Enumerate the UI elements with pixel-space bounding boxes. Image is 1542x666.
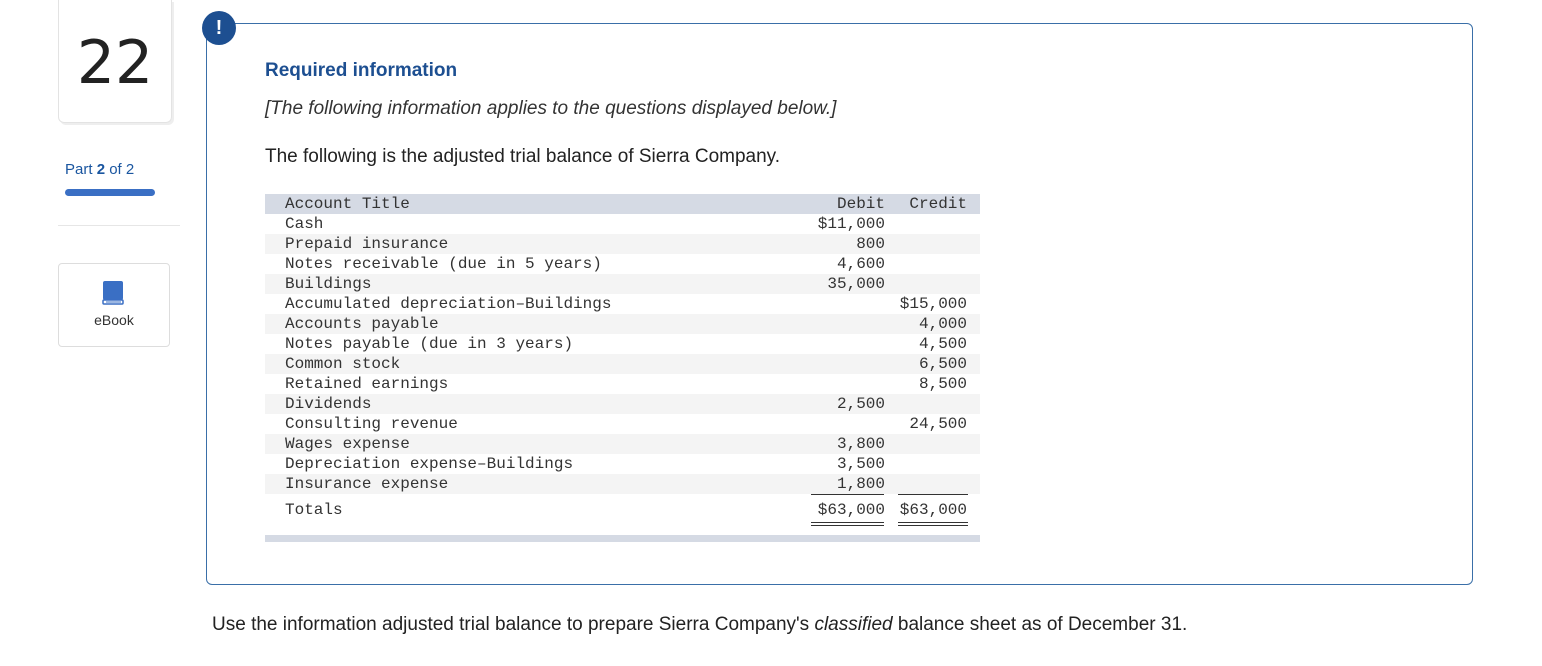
table-row <box>265 434 980 454</box>
cell-credit: 24,500 <box>909 415 967 433</box>
cell-account: Depreciation expense–Buildings <box>285 455 574 473</box>
question-text-after: balance sheet as of December 31. <box>892 614 1188 635</box>
question-number-card <box>58 0 172 123</box>
table-bottom-bar <box>265 535 980 542</box>
cell-account: Retained earnings <box>285 375 449 393</box>
ebook-label: eBook <box>94 312 134 328</box>
header-credit: Credit <box>909 195 967 213</box>
cell-account: Buildings <box>285 275 372 293</box>
question-emphasis: classified <box>814 614 893 635</box>
table-row <box>265 234 980 254</box>
table-row <box>265 354 980 374</box>
totals-debit: $63,000 <box>817 501 885 519</box>
question-prompt <box>212 614 1187 636</box>
part-current: 2 <box>96 161 106 178</box>
part-total: 2 <box>125 161 135 178</box>
part-of: of <box>109 161 122 178</box>
cell-debit: 4,600 <box>836 255 885 273</box>
cell-debit: 35,000 <box>827 275 885 293</box>
alert-icon: ! <box>202 11 236 45</box>
header-account: Account Title <box>285 195 410 213</box>
cell-account: Prepaid insurance <box>285 235 449 253</box>
trial-balance-table <box>265 194 980 523</box>
credit-double-underline-2 <box>898 525 968 526</box>
part-indicator <box>65 161 134 178</box>
credit-underline <box>898 494 968 495</box>
cell-account: Notes payable (due in 3 years) <box>285 335 574 353</box>
required-info-title: Required information <box>265 60 458 81</box>
table-row <box>265 454 980 474</box>
cell-credit: 4,500 <box>918 335 967 353</box>
totals-label: Totals <box>285 501 343 519</box>
cell-account: Accumulated depreciation–Buildings <box>285 295 612 313</box>
cell-account: Insurance expense <box>285 475 449 493</box>
cell-debit: 2,500 <box>836 395 885 413</box>
cell-account: Notes receivable (due in 5 years) <box>285 255 602 273</box>
question-number: 22 <box>76 28 154 98</box>
table-row <box>265 294 980 314</box>
trial-balance-intro: The following is the adjusted trial balance of Sierra Company. <box>265 146 781 167</box>
debit-double-underline-2 <box>811 525 884 526</box>
required-info-subtitle: [The following information applies to the questions displayed below.] <box>265 98 837 119</box>
table-header-row <box>265 194 980 214</box>
sidebar-divider <box>58 225 180 226</box>
cell-account: Dividends <box>285 395 372 413</box>
cell-account: Common stock <box>285 355 401 373</box>
table-row <box>265 274 980 294</box>
book-icon <box>102 281 124 305</box>
table-row <box>265 394 980 414</box>
credit-double-underline-1 <box>898 522 968 523</box>
cell-credit: $15,000 <box>899 295 967 313</box>
debit-underline <box>811 494 884 495</box>
ebook-button[interactable] <box>58 263 170 347</box>
debit-double-underline-1 <box>811 522 884 523</box>
totals-credit: $63,000 <box>899 501 967 519</box>
table-row <box>265 414 980 434</box>
part-progress-bar <box>65 189 155 196</box>
totals-row <box>265 497 980 523</box>
cell-debit: 3,800 <box>836 435 885 453</box>
header-debit: Debit <box>836 195 885 213</box>
cell-account: Cash <box>285 215 324 233</box>
table-row <box>265 314 980 334</box>
cell-credit: 4,000 <box>918 315 967 333</box>
cell-account: Wages expense <box>285 435 410 453</box>
cell-debit: 800 <box>856 235 885 253</box>
cell-debit: $11,000 <box>817 215 885 233</box>
table-row <box>265 374 980 394</box>
cell-debit: 1,800 <box>836 475 885 493</box>
table-row <box>265 214 980 234</box>
cell-credit: 8,500 <box>918 375 967 393</box>
table-row <box>265 474 980 494</box>
part-prefix: Part <box>65 161 93 178</box>
cell-account: Consulting revenue <box>285 415 458 433</box>
cell-debit: 3,500 <box>836 455 885 473</box>
table-row <box>265 334 980 354</box>
question-text-before: Use the information adjusted trial balance to prepare Sierra Company's <box>212 614 815 635</box>
table-row <box>265 254 980 274</box>
cell-account: Accounts payable <box>285 315 439 333</box>
cell-credit: 6,500 <box>918 355 967 373</box>
